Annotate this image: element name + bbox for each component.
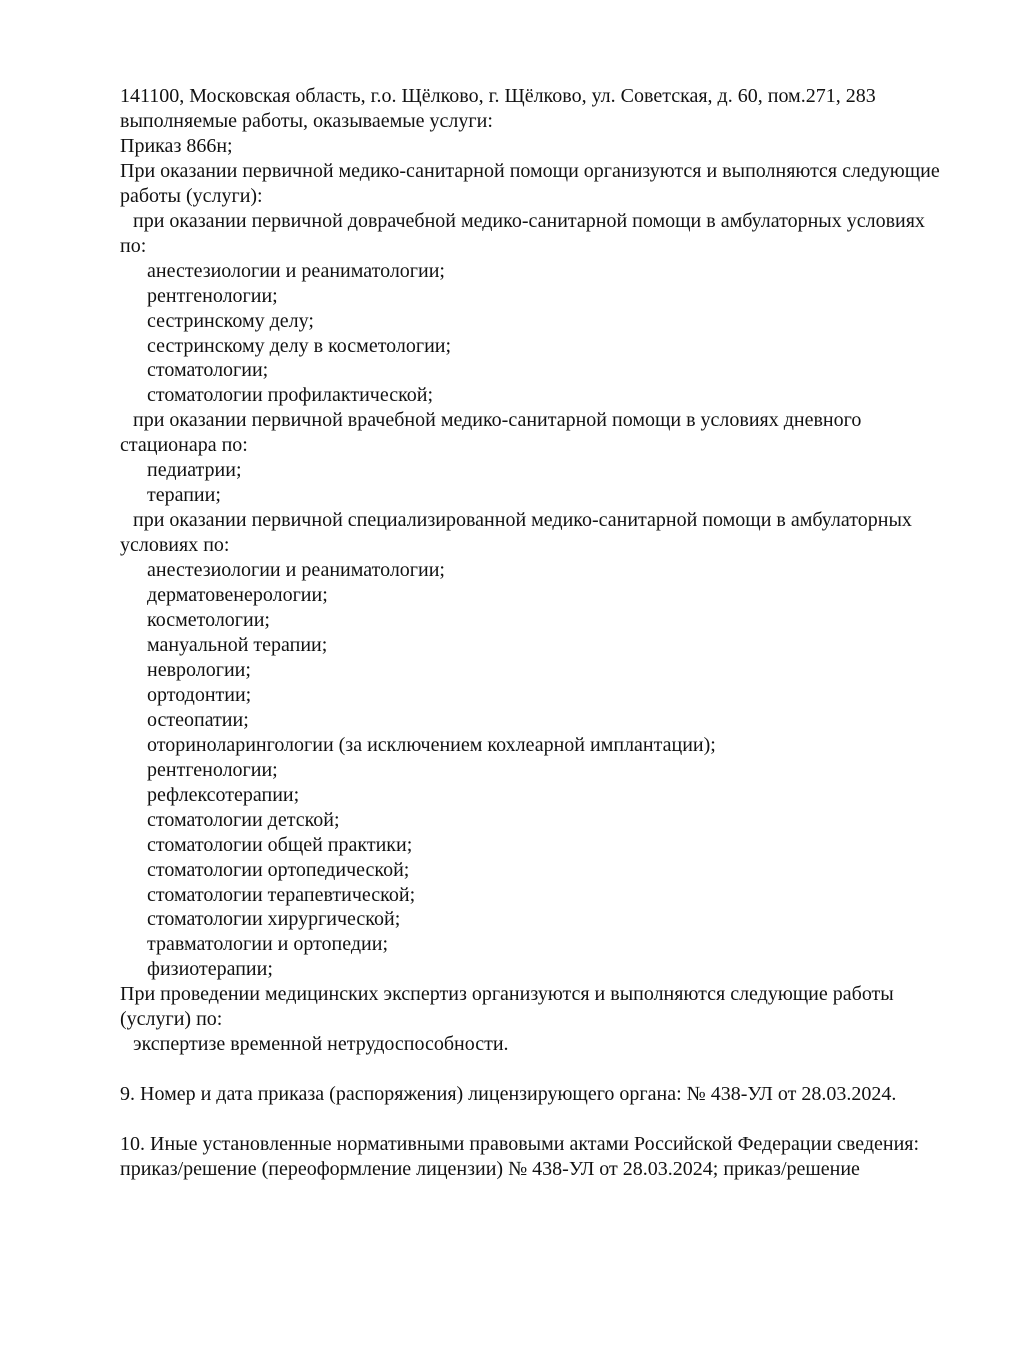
text-line: сестринскому делу; [147,309,314,332]
text-line: остеопатии; [147,708,249,731]
text-line: Приказ 866н; [120,134,233,157]
text-line: травматологии и ортопедии; [147,933,389,956]
text-line: по: [120,234,147,257]
document-body [120,84,980,1182]
text-line: рентгенологии; [147,758,278,781]
text-line: оториноларингологии (за исключением кохлеарной имплантации); [147,733,716,756]
text-line: выполняемые работы, оказываемые услуги: [120,109,493,132]
text-line: педиатрии; [147,459,242,482]
text-line: ортодонтии; [147,683,252,706]
text-line: При проведении медицинских экспертиз организуются и выполняются следующие работы [120,983,894,1006]
text-line: стоматологии профилактической; [147,384,434,407]
text-line: стоматологии хирургической; [147,908,401,931]
text-line: физиотерапии; [147,958,273,981]
text-line: При оказании первичной медико-санитарной помощи организуются и выполняются следующие [120,159,940,182]
text-line: стоматологии; [147,359,269,382]
blank-line [120,1057,980,1082]
text-line: рентгенологии; [147,284,278,307]
text-line: (услуги) по: [120,1008,223,1031]
text-line: работы (услуги): [120,184,263,207]
text-line: стационара по: [120,434,248,457]
text-line: анестезиологии и реаниматологии; [147,559,445,582]
text-line: терапии; [147,484,221,507]
text-line: дерматовенерологии; [147,584,328,607]
text-line: 9. Номер и дата приказа (распоряжения) лицензирующего органа: № 438-УЛ от 28.03.2024. [120,1083,897,1106]
text-line: при оказании первичной доврачебной медико-санитарной помощи в амбулаторных условиях [133,209,925,232]
text-line: приказ/решение (переоформление лицензии) № 438-УЛ от 28.03.2024; приказ/решение [120,1157,860,1180]
text-line: неврологии; [147,658,251,681]
text-line: при оказании первичной врачебной медико-санитарной помощи в условиях дневного [133,409,862,432]
blank-line [120,1107,980,1132]
text-line: сестринскому делу в косметологии; [147,334,452,357]
text-line: 10. Иные установленные нормативными правовыми актами Российской Федерации сведения: [120,1133,920,1156]
text-line: стоматологии детской; [147,808,340,831]
text-line: рефлексотерапии; [147,783,300,806]
text-line: анестезиологии и реаниматологии; [147,259,445,282]
text-line: стоматологии общей практики; [147,833,413,856]
text-line: 141100, Московская область, г.о. Щёлково, г. Щёлково, ул. Советская, д. 60, пом.271, 283 [120,85,876,107]
text-line: экспертизе временной нетрудоспособности. [133,1033,509,1056]
text-line: при оказании первичной специализированной медико-санитарной помощи в амбулаторных [133,509,912,532]
text-line: косметологии; [147,609,270,632]
text-line: стоматологии ортопедической; [147,858,410,881]
text-line: мануальной терапии; [147,633,328,656]
text-line: условиях по: [120,534,230,557]
text-line: стоматологии терапевтической; [147,883,416,906]
